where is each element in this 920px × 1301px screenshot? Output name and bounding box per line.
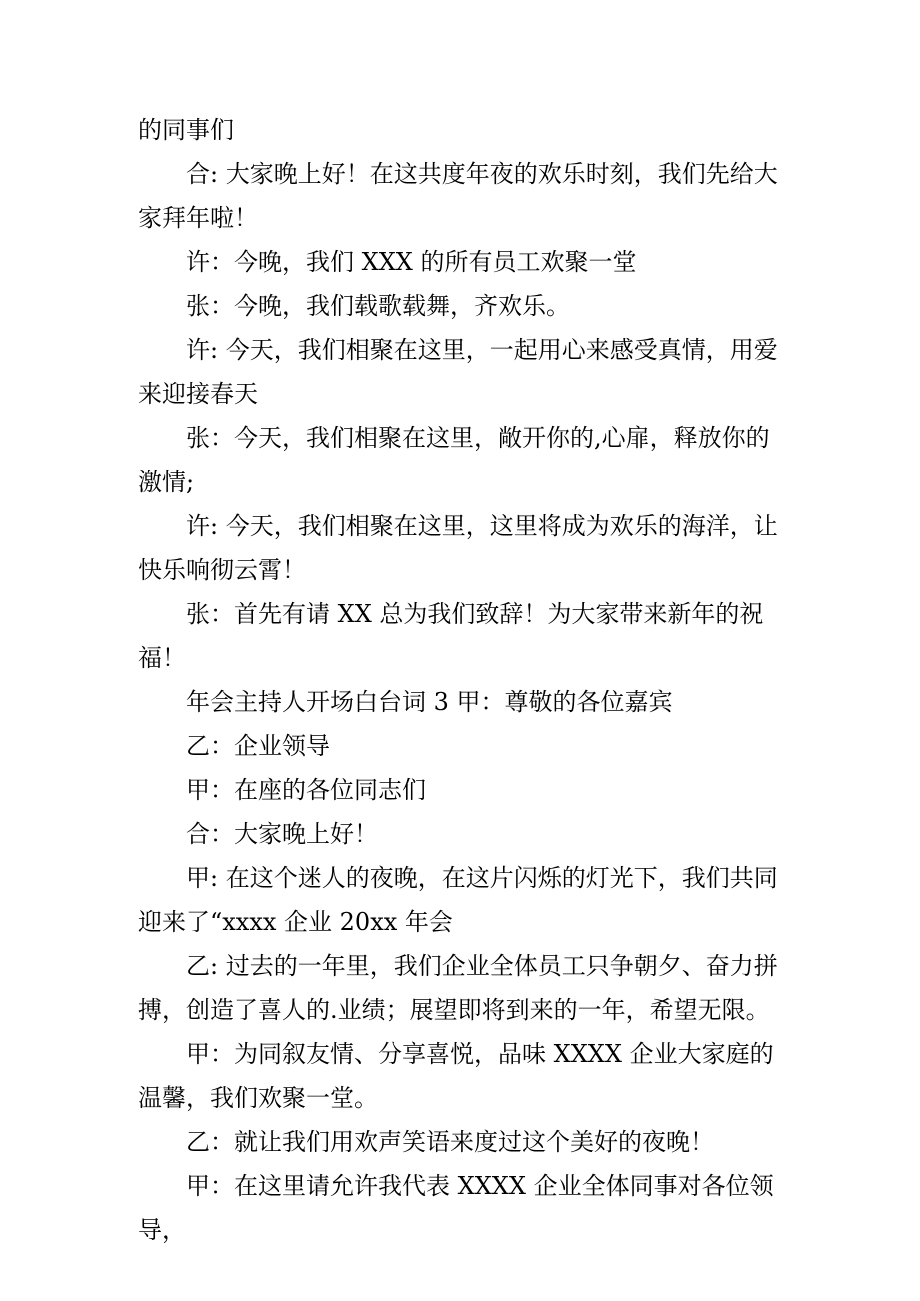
- paragraph-6: 张：今天，我们相聚在这里，敞开你的,心扉，释放你的激情;: [138, 424, 770, 496]
- paragraph-9: 年会主持人开场白台词 3 甲：尊敬的各位嘉宾: [186, 688, 673, 716]
- paragraph-16: 乙：就让我们用欢声笑语来度过这个美好的夜晚！: [186, 1128, 714, 1156]
- paragraph-3: 许：今晚，我们 XXX 的所有员工欢聚一堂: [186, 248, 637, 276]
- document-body: [138, 108, 788, 1252]
- paragraph-1: 的同事们: [138, 116, 234, 144]
- paragraph-15: 甲：为同叙友情、分享喜悦，品味 XXXX 企业大家庭的温馨，我们欢聚一堂。: [138, 1040, 774, 1112]
- paragraph-14: 乙: 过去的一年里，我们企业全体员工只争朝夕、奋力拼搏，创造了喜人的.业绩；展望即将到来的一年，希望无限。: [138, 952, 778, 1024]
- paragraph-7: 许: 今天，我们相聚在这里，这里将成为欢乐的海洋，让快乐响彻云霄！: [138, 512, 778, 584]
- paragraph-10: 乙：企业领导: [186, 732, 330, 760]
- paragraph-17: 甲：在这里请允许我代表 XXXX 企业全体同事对各位领导，: [138, 1172, 774, 1244]
- paragraph-8: 张：首先有请 XX 总为我们致辞！为大家带来新年的祝福！: [138, 600, 764, 672]
- paragraph-12: 合：大家晚上好！: [186, 820, 378, 848]
- paragraph-2: 合: 大家晚上好！在这共度年夜的欢乐时刻，我们先给大家拜年啦！: [138, 160, 778, 232]
- paragraph-11: 甲：在座的各位同志们: [186, 776, 426, 804]
- paragraph-13: 甲: 在这个迷人的夜晚，在这片闪烁的灯光下，我们共同迎来了“xxxx 企业 20xx 年会: [138, 864, 778, 936]
- paragraph-4: 张：今晚，我们载歌载舞，齐欢乐。: [186, 292, 570, 320]
- paragraph-5: 许: 今天，我们相聚在这里，一起用心来感受真情，用爱来迎接春天: [138, 336, 778, 408]
